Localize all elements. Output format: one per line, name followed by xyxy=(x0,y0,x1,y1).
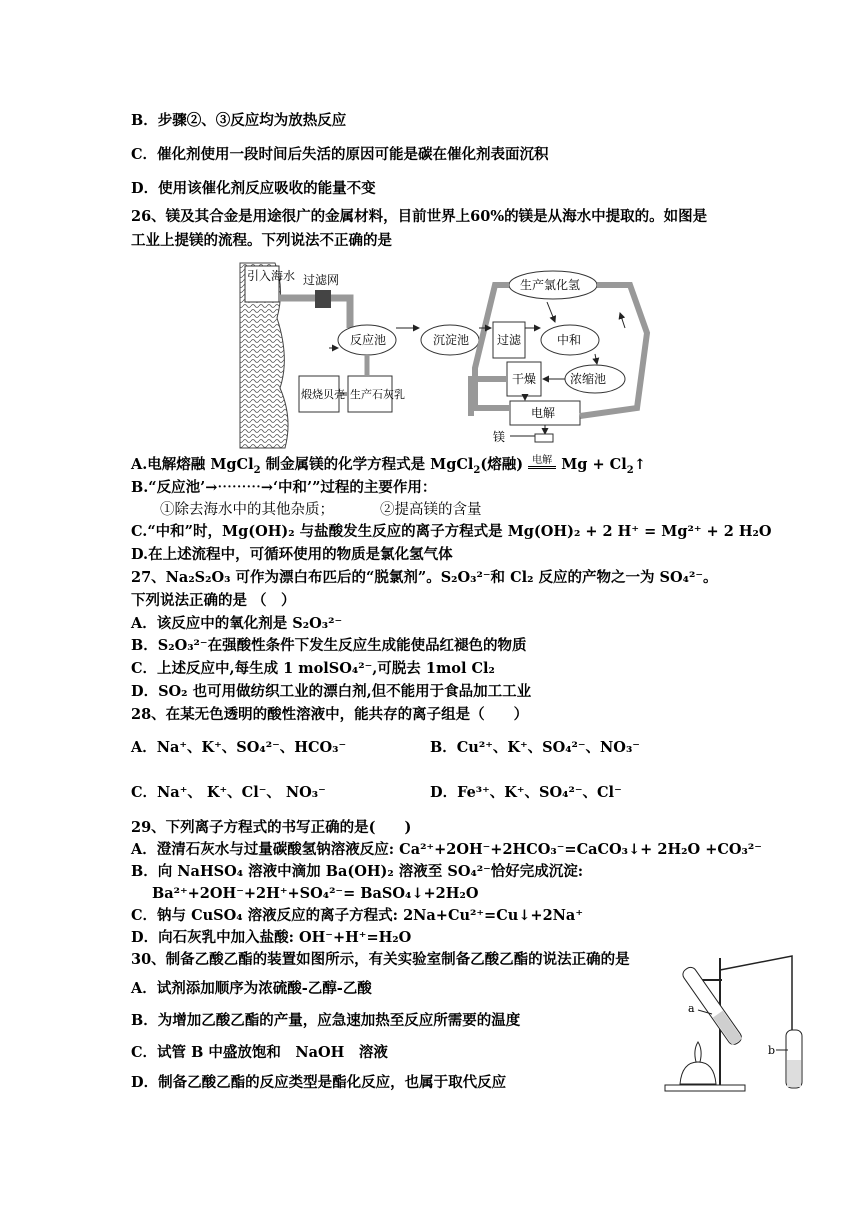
q29-option-c: C．钠与 CuSO₄ 溶液反应的离子方程式: 2Na+Cu²⁺=Cu↓+2Na⁺ xyxy=(131,907,583,924)
q26-option-b-line1: B.“反应池’→⋯⋯⋯→‘中和’”过程的主要作用： xyxy=(131,479,437,496)
q30-option-c: C．试管 B 中盛放饱和 NaOH 溶液 xyxy=(131,1044,388,1061)
concentrate-label: 浓缩池 xyxy=(570,372,607,386)
q27-option-c: C．上述反应中,每生成 1 molSO₄²⁻,可脱去 1mol Cl₂ xyxy=(131,660,495,677)
q29-option-d: D．向石灰乳中加入盐酸: OH⁻+H⁺=H₂O xyxy=(131,929,412,946)
magnesium-flow-diagram xyxy=(235,258,655,453)
q27-option-d: D．SO₂ 也可用做纺织工业的漂白剂,但不能用于食品加工工业 xyxy=(131,683,532,700)
q30-stem: 30、制备乙酸乙酯的装置如图所示，有关实验室制备乙酸乙酯的说法正确的是 xyxy=(131,951,630,968)
electrolysis-condition: 电解 xyxy=(528,456,556,469)
q28-stem: 28、在某无色透明的酸性溶液中，能共存的离子组是（ ） xyxy=(131,706,529,723)
q25-option-d: D．使用该催化剂反应吸收的能量不变 xyxy=(131,180,376,197)
drying-label: 干燥 xyxy=(512,372,537,386)
q27-option-a: A．该反应中的氧化剂是 S₂O₃²⁻ xyxy=(131,615,343,632)
settling-pool-label: 沉淀池 xyxy=(433,333,470,347)
q25-option-b: B．步骤②、③反应均为放热反应 xyxy=(131,112,347,129)
ester-apparatus-figure xyxy=(660,950,815,1095)
q27-stem-line1: 27、Na₂S₂O₃ 可作为漂白布匹后的“脱氯剂”。S₂O₃²⁻和 Cl₂ 反应的产物之一为 SO₄²⁻。 xyxy=(131,569,718,586)
q26-option-b-item2: ②提高镁的含量 xyxy=(380,502,482,518)
q26-option-c: C.“中和”时，Mg(OH)₂ 与盐酸发生反应的离子方程式是 Mg(OH)₂ + 2 H⁺ = Mg²⁺ + 2 H₂O xyxy=(131,523,772,540)
q26-option-d: D.在上述流程中，可循环使用的物质是氯化氢气体 xyxy=(131,546,453,563)
q30-option-d: D．制备乙酸乙酯的反应类型是酯化反应，也属于取代反应 xyxy=(131,1074,507,1091)
q28-option-c: C．Na⁺、 K⁺、Cl⁻、 NO₃⁻ xyxy=(131,784,326,801)
lime-milk-label: 生产石灰乳 xyxy=(350,388,405,401)
q29-option-b-line2: Ba²⁺+2OH⁻+2H⁺+SO₄²⁻= BaSO₄↓+2H₂O xyxy=(152,885,479,902)
q28-option-b: B．Cu²⁺、K⁺、SO₄²⁻、NO₃⁻ xyxy=(430,739,640,756)
label-a: a xyxy=(688,1002,695,1015)
magnesium-ingot xyxy=(535,434,553,442)
q26-stem-line2: 工业上提镁的流程。下列说法不正确的是 xyxy=(131,232,392,249)
filtration-label: 过滤 xyxy=(497,333,522,347)
q28-option-d: D．Fe³⁺、K⁺、SO₄²⁻、Cl⁻ xyxy=(430,784,622,801)
q27-option-b: B．S₂O₃²⁻在强酸性条件下发生反应生成能使品红褪色的物质 xyxy=(131,637,527,654)
seawater-label: 引入海水 xyxy=(247,269,296,283)
calcine-label: 煅烧贝壳 xyxy=(301,388,345,401)
q28-option-a: A．Na⁺、K⁺、SO₄²⁻、HCO₃⁻ xyxy=(131,739,347,756)
magnesium-label: 镁 xyxy=(493,430,506,444)
hcl-production-label: 生产氯化氢 xyxy=(520,278,581,292)
q29-stem: 29、下列离子方程式的书写正确的是( ) xyxy=(131,819,412,836)
filter-net-label: 过滤网 xyxy=(303,273,340,287)
q26-stem-line1: 26、镁及其合金是用途很广的金属材料，目前世界上60%的镁是从海水中提取的。如图是 xyxy=(131,208,708,225)
stand-base xyxy=(665,1085,745,1091)
neutralize-label: 中和 xyxy=(557,333,582,347)
filter-net-mesh xyxy=(315,290,331,308)
q26-option-b-item1: ①除去海水中的其他杂质； xyxy=(160,502,334,518)
electrolysis-label: 电解 xyxy=(531,406,556,420)
q27-stem-line2: 下列说法正确的是 （ ） xyxy=(131,592,296,609)
q26-option-a: A.电解熔融 MgCl$_2$ 制金属镁的化学方程式是 MgCl$_2$(熔融) 电解 $Mg + Cl_2↑$ xyxy=(131,455,646,476)
q29-option-b-line1: B．向 NaHSO₄ 溶液中滴加 Ba(OH)₂ 溶液至 SO₄²⁻恰好完成沉淀: xyxy=(131,863,584,880)
reaction-pool-label: 反应池 xyxy=(350,333,387,347)
q29-option-a: A．澄清石灰水与过量碳酸氢钠溶液反应: Ca²⁺+2OH⁻+2HCO₃⁻=CaCO₃↓+ 2H₂O +CO₃²⁻ xyxy=(131,841,762,858)
flame xyxy=(695,1042,701,1062)
label-b: b xyxy=(768,1044,776,1057)
q25-option-c: C．催化剂使用一段时间后失活的原因可能是碳在催化剂表面沉积 xyxy=(131,146,549,163)
q30-option-b: B．为增加乙酸乙酯的产量，应急速加热至反应所需要的温度 xyxy=(131,1012,521,1029)
delivery-tube xyxy=(720,956,792,1065)
q30-option-a: A．试剂添加顺序为浓硫酸-乙醇-乙酸 xyxy=(131,980,372,997)
alcohol-lamp xyxy=(680,1062,716,1084)
